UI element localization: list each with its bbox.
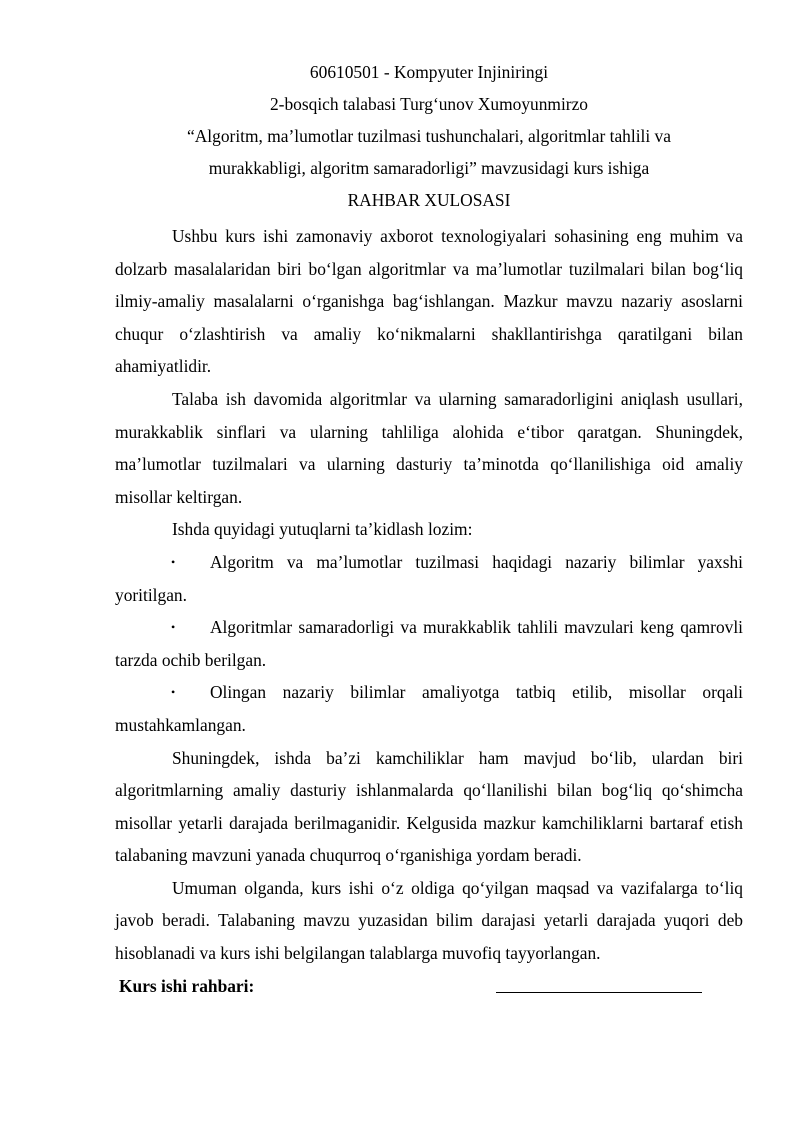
- bullet-icon: •: [171, 620, 176, 635]
- list-item-text: Algoritm va ma’lumotlar tuzilmasi haqidagi nazariy bilimlar yaxshi yoritilgan.: [115, 551, 743, 605]
- bullet-icon: •: [171, 685, 176, 700]
- signature-row: [115, 970, 743, 1002]
- paragraph-intro: Ushbu kurs ishi zamonaviy axborot texnologiyalari sohasining eng muhim va dolzarb masalalaridan biri bo‘lgan algoritmlar va ma’lumotlar tuzilmalari bilan bog‘liq ilmiy-amaliy masalalarni o‘rganishga bag‘ishlangan. Mazkur mavzu nazariy asoslarni chuqur o‘zlashtirish va amaliy ko‘nikmalarni shakllantirishga qaratilgani bilan ahamiyatlidir.: [115, 226, 743, 377]
- paragraph-achievements-lead: Ishda quyidagi yutuqlarni ta’kidlash lozim:: [172, 519, 473, 540]
- topic-line-1: “Algoritm, ma’lumotlar tuzilmasi tushunchalari, algoritmlar tahlili va: [187, 126, 671, 146]
- list-item-text: Olingan nazariy bilimlar amaliyotga tatbiq etilib, misollar orqali mustahkamlangan.: [115, 682, 743, 735]
- topic-line-2: murakkabligi, algoritm samaradorligi” mavzusidagi kurs ishiga: [208, 158, 650, 178]
- list-item-text: Algoritmlar samaradorligi va murakkablik tahlili mavzulari keng qamrovli tarzda ochib berilgan.: [115, 617, 743, 670]
- document-body: [115, 220, 743, 970]
- document-page: [115, 56, 743, 1002]
- signature-line: [496, 992, 702, 993]
- supervisor-label: Kurs ishi rahbari:: [119, 975, 255, 996]
- document-title: RAHBAR XULOSASI: [347, 190, 511, 210]
- list-item: [115, 676, 743, 741]
- document-header: [115, 56, 743, 216]
- paragraph-shortcomings: Shuningdek, ishda ba’zi kamchiliklar ham mavjud bo‘lib, ulardan biri algoritmlarning amaliy dasturiy ishlanmalarda qo‘llanilishi bilan bog‘liq qo‘shimcha misollar yetarli darajada berilmaganidir. Kelgusida mazkur kamchiliklarni bartaraf etish talabaning mavzuni yanada chuqurroq o‘rganishiga yordam beradi.: [115, 747, 743, 866]
- student-line: 2-bosqich talabasi Turg‘unov Xumoyunmirzo: [269, 94, 588, 114]
- specialty-code-line: 60610501 - Kompyuter Injiniringi: [309, 62, 549, 82]
- paragraph-conclusion: Umuman olganda, kurs ishi o‘z oldiga qo‘yilgan maqsad va vazifalarga to‘liq javob beradi. Talabaning mavzu yuzasidan bilim darajasi yetarli darajada yuqori deb hisoblanadi va kurs ishi belgilangan talablarga muvofiq tayyorlangan.: [115, 877, 743, 964]
- paragraph-student-work: Talaba ish davomida algoritmlar va ularning samaradorligini aniqlash usullari, murakkablik sinflari va ularning tahliliga alohida e‘tibor qaratgan. Shuningdek, ma’lumotlar tuzilmalari va ularning dasturiy ta’minotda qo‘llanilishiga oid amaliy misollar keltirgan.: [115, 388, 743, 507]
- list-item: [115, 546, 743, 611]
- bullet-icon: •: [171, 554, 176, 569]
- list-item: [115, 611, 743, 676]
